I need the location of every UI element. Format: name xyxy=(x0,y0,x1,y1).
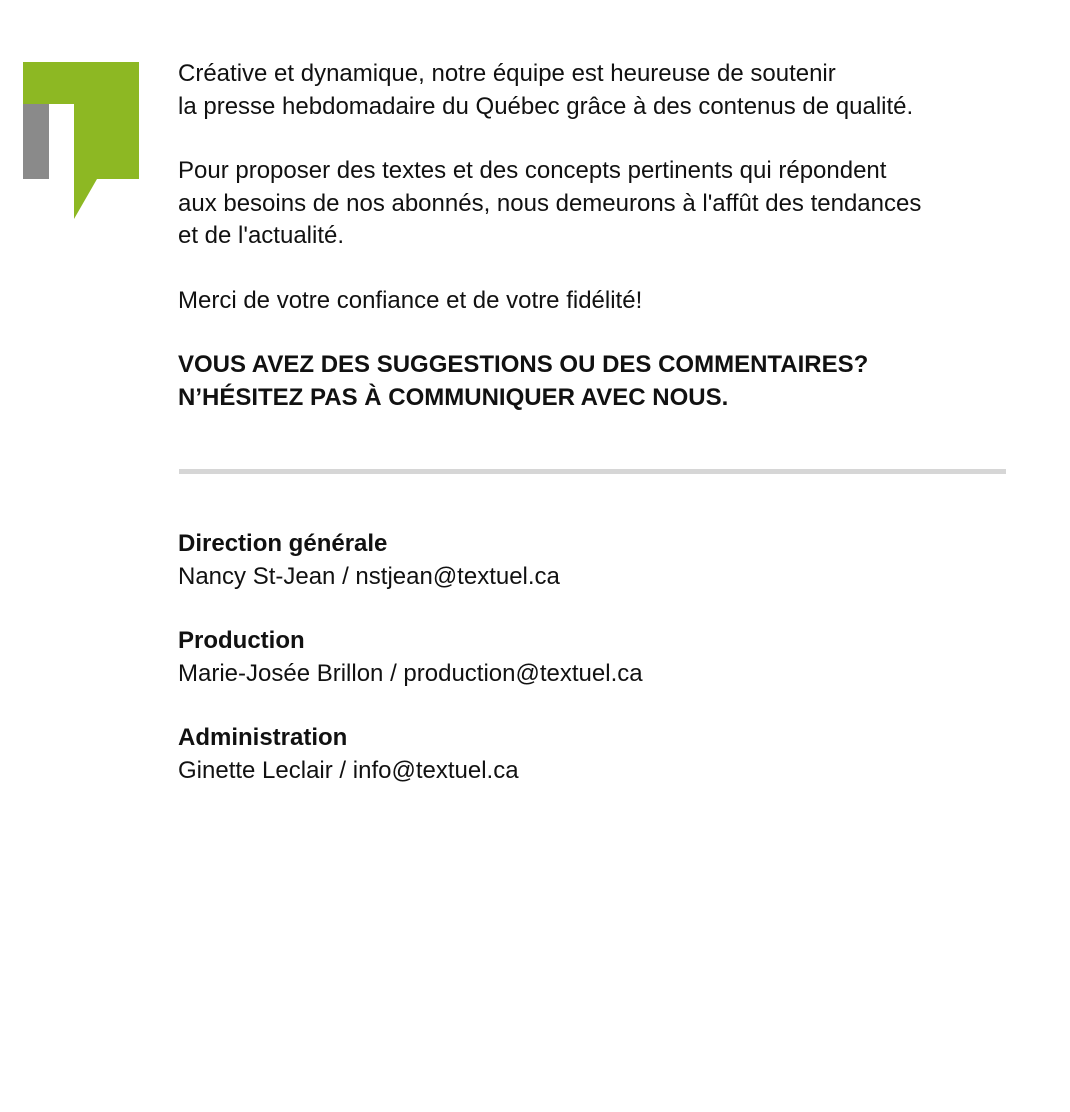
intro-text-line: et de l'actualité. xyxy=(178,222,345,249)
cta-line: N’HÉSITEZ PAS À COMMUNIQUER AVEC NOUS. xyxy=(178,383,729,411)
contact-role: Direction générale xyxy=(178,530,388,557)
intro-paragraph-3 xyxy=(178,285,1028,318)
intro-text-line: la presse hebdomadaire du Québec grâce à des contenus de qualité. xyxy=(178,92,914,120)
contact-details xyxy=(178,561,1028,594)
intro-paragraph-2 xyxy=(178,155,1028,253)
intro-paragraph-1 xyxy=(178,58,1028,123)
contact-direction xyxy=(178,528,1028,593)
contact-email-link[interactable]: production@textuel.ca xyxy=(403,659,643,687)
contact-name: Nancy St-Jean xyxy=(178,562,336,590)
contact-role: Administration xyxy=(178,724,348,751)
contact-separator: / xyxy=(383,659,404,687)
call-to-action xyxy=(178,349,1028,414)
contact-administration xyxy=(178,722,1028,787)
contact-details xyxy=(178,658,1028,691)
contact-role: Production xyxy=(178,627,305,654)
intro-section xyxy=(178,58,1028,414)
intro-text-line: Pour proposer des textes et des concepts pertinents qui répondent xyxy=(178,157,887,184)
contact-details xyxy=(178,755,1028,788)
contact-name: Marie-Josée Brillon xyxy=(178,659,384,687)
contact-separator: / xyxy=(335,562,356,590)
logo-gray-bar xyxy=(23,104,49,179)
section-divider xyxy=(179,469,1006,474)
contact-name: Ginette Leclair xyxy=(178,756,333,784)
contact-email-link[interactable]: nstjean@textuel.ca xyxy=(355,562,560,590)
contact-email-link[interactable]: info@textuel.ca xyxy=(352,756,519,784)
textuel-t-logo-icon xyxy=(23,62,139,219)
contacts-list xyxy=(178,528,1028,787)
contact-separator: / xyxy=(332,756,353,784)
intro-text-line: aux besoins de nos abonnés, nous demeurons à l'affût des tendances xyxy=(178,189,922,217)
intro-text-line: Créative et dynamique, notre équipe est heureuse de soutenir xyxy=(178,60,836,87)
cta-line: VOUS AVEZ DES SUGGESTIONS OU DES COMMENTAIRES? xyxy=(178,351,869,378)
thanks-text: Merci de votre confiance et de votre fidélité! xyxy=(178,286,643,314)
contact-production xyxy=(178,625,1028,690)
